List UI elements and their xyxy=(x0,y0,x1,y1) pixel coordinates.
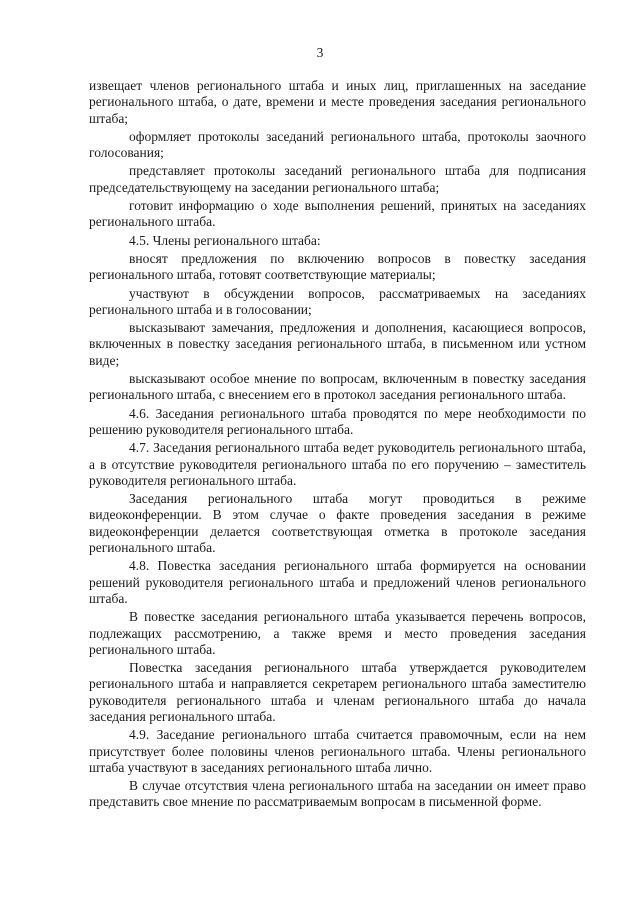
paragraph: участвуют в обсуждении вопросов, рассматриваемых на заседаниях регионального штаба и в голосовании; xyxy=(89,285,586,317)
paragraph: 4.6. Заседания регионального штаба проводятся по мере необходимости по решению руководителя регионального штаба. xyxy=(89,405,586,437)
paragraph: вносят предложения по включению вопросов в повестку заседания регионального штаба, готовят соответствующие материалы; xyxy=(89,250,586,283)
paragraph: 4.7. Заседания регионального штаба ведет руководитель регионального штаба, а в отсутствие руководителя регионального штаба по его поручению – заместитель руководителя регионального штаба. xyxy=(89,440,586,488)
paragraph: оформляет протоколы заседаний регионального штаба, протоколы заочного голосования; xyxy=(89,128,586,161)
paragraph: готовит информацию о ходе выполнения решений, принятых на заседаниях регионального штаба. xyxy=(89,198,586,230)
paragraph: высказывают особое мнение по вопросам, включенным в повестку заседания регионального штаба, с внесением его в протокол заседания регионального штаба. xyxy=(89,371,586,403)
paragraph: В повестке заседания регионального штаба указывается перечень вопросов, подлежащих рассмотрению, а также время и место проведения заседания регионального штаба. xyxy=(89,609,586,657)
paragraph: 4.8. Повестка заседания регионального штаба формируется на основании решений руководителя регионального штаба и предложений членов регионального штаба. xyxy=(89,558,586,606)
page-number: 3 xyxy=(316,45,324,60)
paragraph: 4.5. Члены регионального штаба: xyxy=(129,232,321,248)
paragraph: В случае отсутствия члена регионального штаба на заседании он имеет право представить свое мнение по рассматриваемым вопросам в письменной форме. xyxy=(89,778,586,810)
paragraph: 4.9. Заседание регионального штаба считается правомочным, если на нем присутствует более половины членов регионального штаба. Члены регионального штаба участвуют в заседаниях регионального штаба лично. xyxy=(89,727,586,775)
paragraph: Повестка заседания регионального штаба утверждается руководителем регионального штаба и направляется секретарем регионального штаба заместителю руководителя регионального штаба и членам регионального штаба до начала заседания регионального штаба. xyxy=(89,660,586,724)
paragraph: высказывают замечания, предложения и дополнения, касающиеся вопросов, включенных в повестку заседания регионального штаба, в письменном или устном виде; xyxy=(89,320,586,368)
paragraph: Заседания регионального штаба могут проводиться в режиме видеоконференции. В этом случае о факте проведения заседания в режиме видеоконференции делается соответствующая отметка в протоколе заседания регионального штаба. xyxy=(89,491,586,556)
paragraph: представляет протоколы заседаний регионального штаба для подписания председательствующему на заседании регионального штаба; xyxy=(89,163,586,195)
document-body xyxy=(89,78,586,813)
paragraph: извещает членов регионального штаба и иных лиц, приглашенных на заседание регионального штаба, о дате, времени и месте проведения заседания регионального штаба; xyxy=(89,78,586,126)
